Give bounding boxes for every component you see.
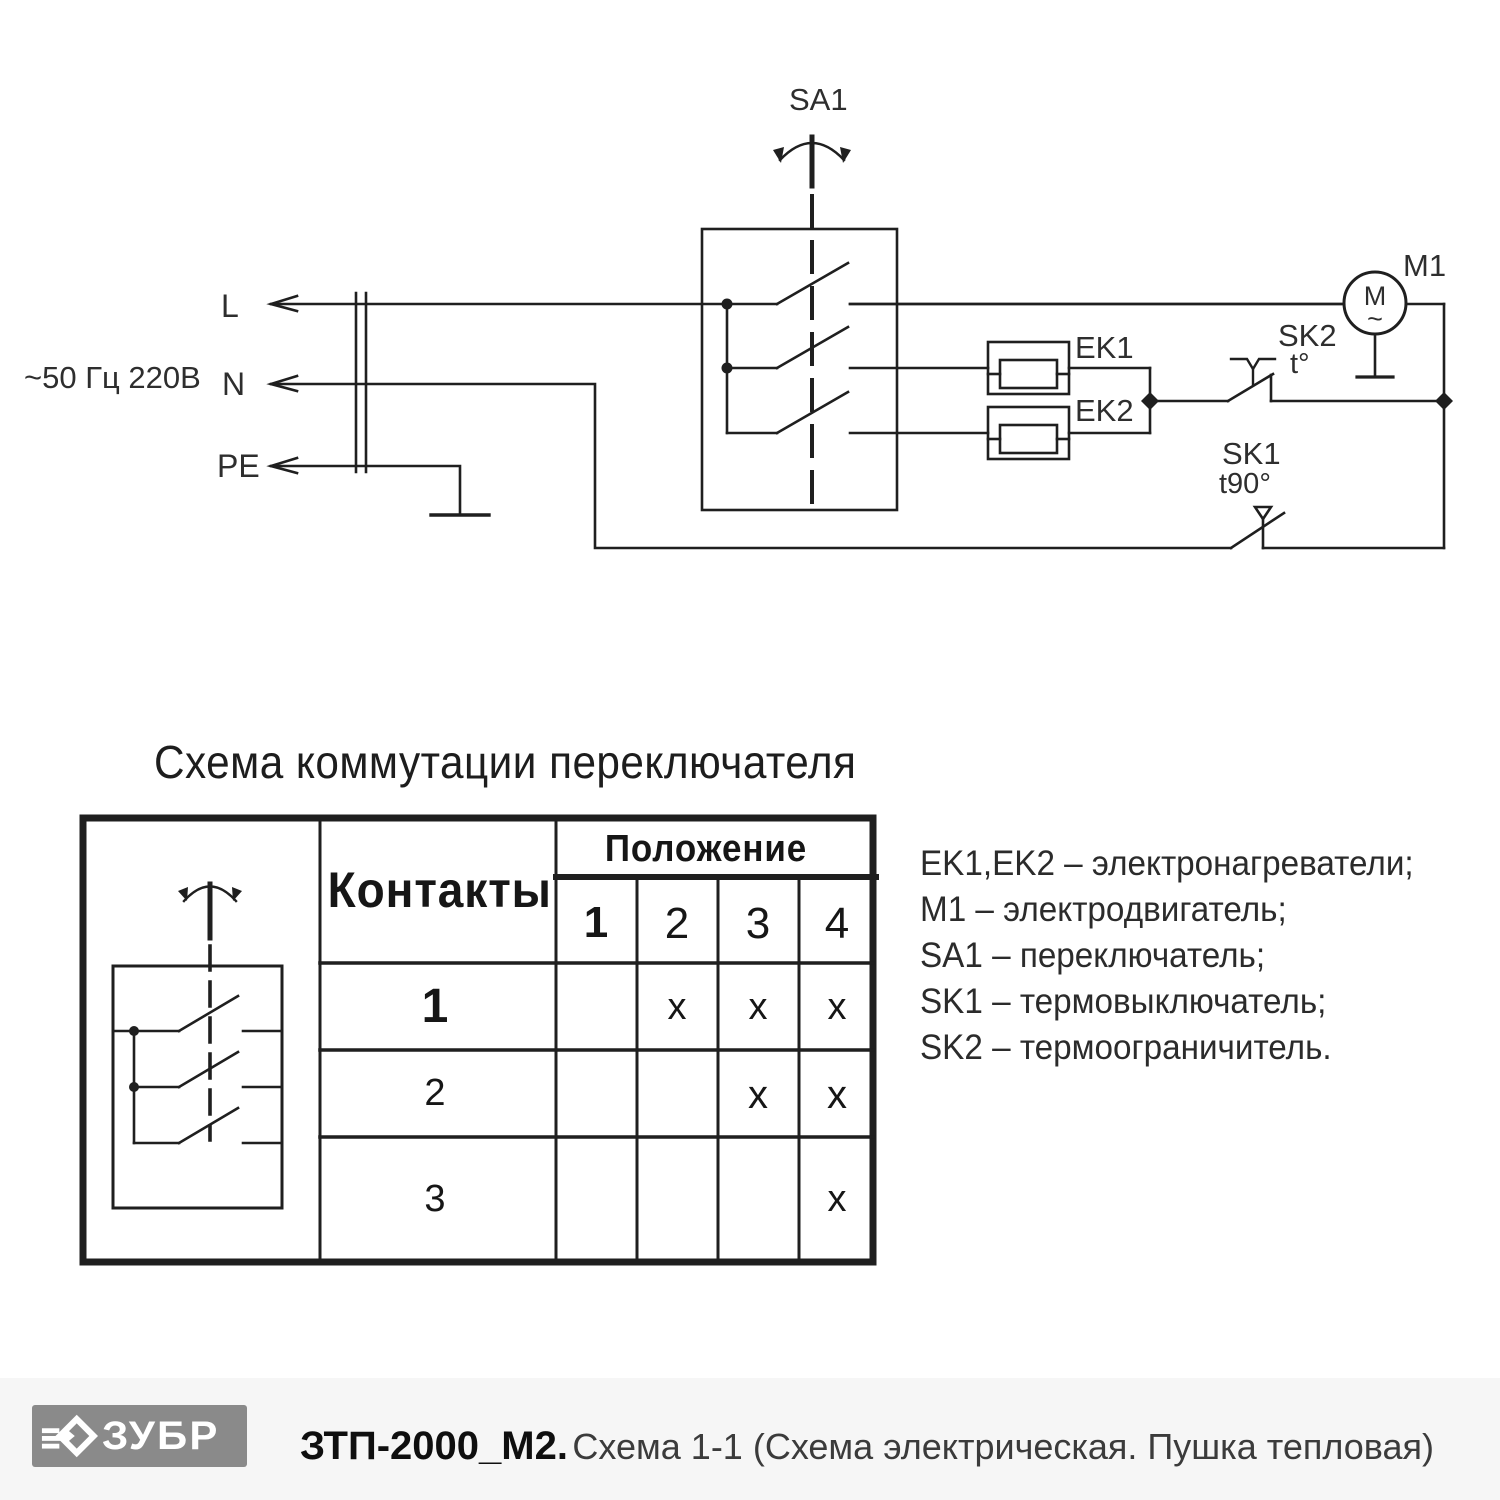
- sk1-thermal-switch-symbol: [1231, 507, 1444, 548]
- brand-name: ЗУБР: [102, 1413, 220, 1458]
- scheme-caption: Схема 1-1 (Схема электрическая. Пушка тепловая): [572, 1426, 1434, 1467]
- legend-item-sk2: SK2 – термоограничитель.: [920, 1028, 1332, 1067]
- sa1-label: SA1: [789, 82, 848, 117]
- ek2-label: EK2: [1075, 393, 1134, 428]
- contacts-header: Контакты: [327, 862, 552, 918]
- contact-row-3-label: 3: [424, 1178, 446, 1220]
- model-number: ЗТП-2000_М2.: [300, 1424, 568, 1468]
- mark-r2-p4: x: [827, 1073, 847, 1117]
- ek1-label: EK1: [1075, 330, 1134, 365]
- position-header: Положение: [604, 828, 808, 870]
- sk2-temp-label: t°: [1290, 348, 1310, 380]
- mark-r2-p3: x: [748, 1073, 768, 1117]
- zubr-bison-icon: [40, 1407, 98, 1465]
- terminal-n-label: N: [222, 366, 246, 402]
- contact-row-1-label: 1: [421, 980, 449, 1033]
- legend-item-sk1: SK1 – термовыключатель;: [920, 982, 1327, 1021]
- m1-label: M1: [1403, 248, 1447, 283]
- contact-row-2-label: 2: [424, 1072, 446, 1114]
- motor-tilde: ~: [1367, 304, 1383, 334]
- legend-item-sa1: SA1 – переключатель;: [920, 936, 1266, 975]
- mark-r1-p2: x: [667, 986, 687, 1028]
- mark-r1-p3: x: [748, 986, 768, 1028]
- position-col-3: 3: [745, 899, 771, 948]
- zubr-logo: [32, 1405, 247, 1467]
- footer-caption-line: [300, 1424, 1434, 1469]
- position-col-4: 4: [824, 899, 850, 948]
- sk2-label: SK2: [1278, 318, 1337, 353]
- power-rating-label: ~50 Гц 220В: [24, 360, 201, 395]
- position-col-2: 2: [664, 899, 690, 948]
- position-col-1: 1: [583, 898, 609, 947]
- legend-item-ek: EK1,EK2 – электронагреватели;: [920, 844, 1414, 883]
- sk1-label: SK1: [1222, 436, 1281, 471]
- commutation-switch-symbol: [113, 884, 282, 1208]
- mark-r1-p4: x: [827, 986, 847, 1028]
- motor-letter: M: [1363, 281, 1387, 311]
- terminal-l-label: L: [221, 288, 239, 324]
- terminal-pe-label: PE: [217, 448, 260, 484]
- commutation-table-title: Схема коммутации переключателя: [154, 736, 857, 788]
- legend-item-m1: M1 – электродвигатель;: [920, 890, 1287, 929]
- mark-r3-p4: x: [827, 1178, 847, 1220]
- sk1-temp-label: t90°: [1219, 468, 1271, 500]
